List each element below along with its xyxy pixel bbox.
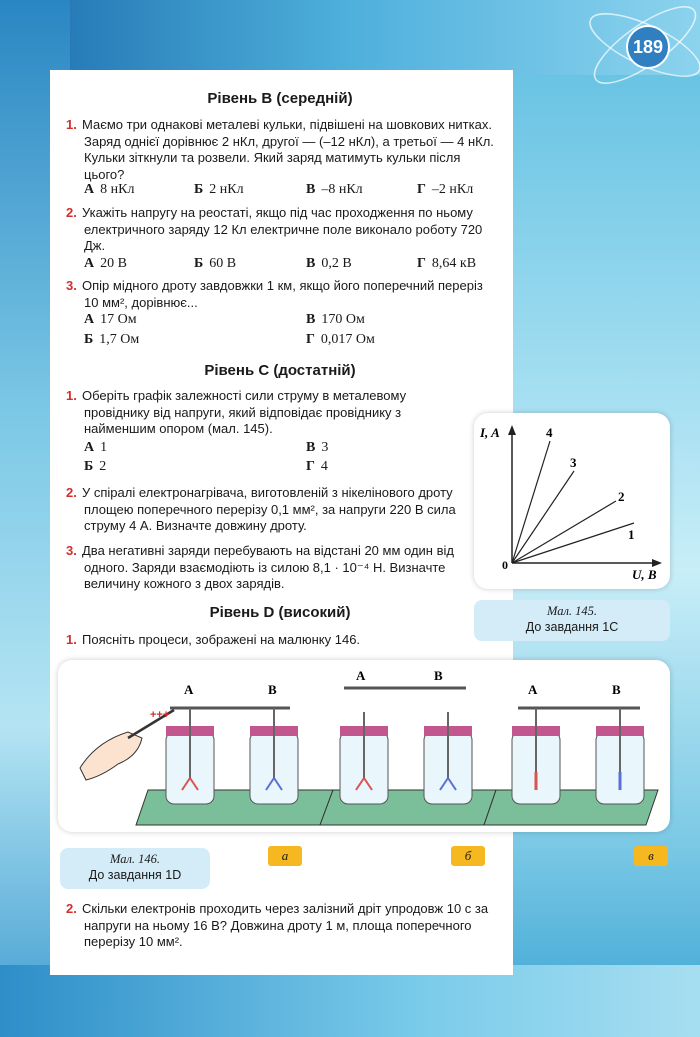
label-b: В	[268, 682, 277, 697]
tag-b: б	[451, 846, 485, 866]
task-c2	[66, 485, 459, 535]
graph-line-3	[512, 471, 574, 563]
option: Б 2	[84, 459, 107, 474]
y-axis-label: I, A	[480, 425, 500, 440]
option: Г –2 нКл	[417, 182, 474, 197]
task-number: 2.	[66, 485, 77, 500]
task-b1	[66, 117, 496, 183]
y-axis-arrow	[508, 425, 516, 435]
task-number: 3.	[66, 278, 77, 293]
label-a-c: А	[528, 682, 538, 697]
label-b-c: В	[612, 682, 621, 697]
option: Б 2 нКл	[194, 182, 244, 197]
option: А 17 Ом	[84, 312, 137, 327]
label-b-b: В	[434, 668, 443, 683]
caption-text: До завдання 1D	[88, 868, 182, 882]
option: В 0,2 В	[306, 256, 352, 271]
option: Г 4	[306, 459, 328, 474]
level-c-title: Рівень С (достатній)	[204, 362, 356, 379]
task-text: Скільки електронів проходить через залізний дріт упродовж 10 с за напруги на ньому 16 В? Довжина дроту 1 м, площа поперечного перерізу 10 мм².	[82, 901, 489, 949]
level-b-title: Рівень В (середній)	[207, 90, 353, 107]
option: Б 60 В	[194, 256, 237, 271]
line-label-1: 1	[628, 527, 635, 542]
graph-line-1	[512, 523, 634, 563]
label-a: А	[184, 682, 194, 697]
task-number: 1.	[66, 388, 77, 403]
figure-146	[58, 660, 670, 832]
task-number: 1.	[66, 632, 77, 647]
task-number: 2.	[66, 901, 77, 916]
x-axis-arrow	[652, 559, 662, 567]
bottom-decoration	[0, 965, 700, 1037]
task-d1	[66, 632, 474, 649]
option: В 3	[306, 440, 329, 455]
x-axis-label: U, B	[632, 567, 657, 582]
option: Б 1,7 Ом	[84, 332, 140, 347]
iu-graph	[474, 413, 670, 589]
task-b2	[66, 205, 496, 255]
task-text: Оберіть графік залежності сили струму в металевому провіднику від напруги, який відповідає провіднику з найменшим опором (мал. 145).	[82, 388, 407, 436]
option: Г 8,64 кВ	[417, 256, 477, 271]
page-number: 189	[626, 25, 670, 69]
task-b3	[66, 278, 496, 311]
option: В –8 нКл	[306, 182, 363, 197]
task-text: Укажіть напругу на реостаті, якщо під час проходження по ньому електричного заряду 12 Кл електричне поле виконало роботу 720 Дж.	[82, 205, 483, 253]
task-number: 1.	[66, 117, 77, 132]
task-d2	[66, 901, 496, 951]
caption-title: Мал. 145.	[546, 604, 598, 618]
task-text: Поясніть процеси, зображені на малюнку 146.	[82, 632, 361, 647]
task-c3	[66, 543, 459, 593]
task-text: У спіралі електронагрівача, виготовленій з нікелінового дроту площею поперечного перерізу 0,1 мм², за напруги 220 В сила струму 4 А. Визначте довжину дроту.	[82, 485, 456, 533]
line-label-3: 3	[570, 455, 577, 470]
task-text: Опір мідного дроту завдовжки 1 км, якщо його поперечний переріз 10 мм², дорівнює...	[82, 278, 483, 310]
figure-145	[474, 413, 670, 589]
electroscope-illustration	[58, 660, 670, 832]
option: А 8 нКл	[84, 182, 135, 197]
line-label-4: 4	[546, 425, 553, 440]
tag-a: а	[268, 846, 302, 866]
hand	[80, 732, 142, 780]
task-number: 3.	[66, 543, 77, 558]
level-d-title: Рівень D (високий)	[209, 604, 351, 621]
task-text: Два негативні заряди перебувають на відстані 20 мм один від одного. Заряди взаємодіють із силою 8,1 · 10⁻⁴ Н. Визначте величину кожного з двох зарядів.	[82, 543, 454, 591]
caption-title: Мал. 146.	[109, 852, 161, 866]
origin-label: 0	[502, 558, 508, 572]
caption-146	[60, 848, 210, 889]
option: А 1	[84, 440, 108, 455]
option: Г 0,017 Ом	[306, 332, 375, 347]
caption-145	[474, 600, 670, 641]
graph-line-2	[512, 501, 616, 563]
task-text: Маємо три однакові металеві кульки, підвішені на шовкових нитках. Заряд однієї дорівнює 2 нКл, другої — (–12 нКл), а третьої — 4 нКл. Кульки зіткнули та розвели. Який заряд матимуть кульки після цього?	[82, 117, 494, 182]
caption-text: До завдання 1С	[525, 620, 619, 634]
charge-label: +++	[150, 709, 170, 721]
graph-line-4	[512, 441, 550, 563]
option: А 20 В	[84, 256, 127, 271]
tag-c: в	[634, 846, 668, 866]
task-number: 2.	[66, 205, 77, 220]
label-a-b: А	[356, 668, 366, 683]
task-c1	[66, 388, 459, 438]
option: В 170 Ом	[306, 312, 365, 327]
line-label-2: 2	[618, 489, 625, 504]
